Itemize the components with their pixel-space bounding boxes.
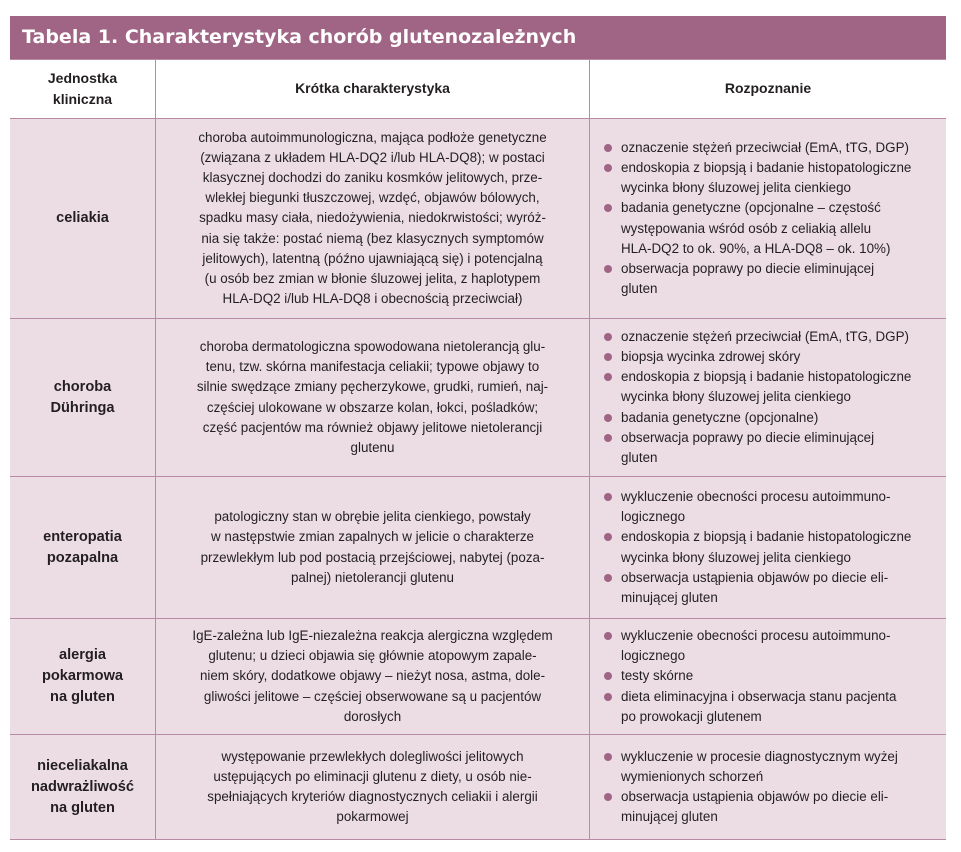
diagnosis-line: dieta eliminacyjna i obserwacja stanu pacjenta [621, 688, 897, 704]
description-line: palnej) nietolerancji glutenu [290, 569, 454, 585]
description-line: dorosłych [343, 708, 402, 724]
row-diagnosis [590, 735, 946, 840]
diagnosis-line: wycinka błony śluzowej jelita cienkiego [621, 389, 851, 405]
description-line: klasycznej dochodzi do zaniku kosmków jelitowych, prze- [202, 169, 543, 185]
unit-line: pokarmowa [41, 668, 124, 684]
diagnosis-item [602, 428, 938, 468]
description-line: nia się także: postać niemą (bez klasycznych symptomów [201, 230, 544, 246]
row-unit [10, 119, 156, 319]
unit-line: Dühringa [50, 399, 115, 416]
table-title: Tabela 1. Charakterystyka chorób glutenozależnych [10, 16, 946, 59]
row-unit [10, 477, 156, 619]
description-line: w następstwie zmian zapalnych w jelicie o charakterze [210, 529, 534, 545]
diagnosis-line: obserwacja ustąpienia objawów po diecie eli- [621, 789, 889, 804]
diagnosis-item [602, 487, 938, 527]
diagnosis-item [602, 259, 938, 299]
diagnosis-line: logicznego [621, 648, 686, 664]
row-description [156, 619, 590, 735]
diagnosis-line: minującej gluten [621, 589, 718, 605]
diagnosis-line: wymienionych schorzeń [621, 768, 764, 784]
diagnosis-line: po prowokacji glutenem [621, 708, 762, 724]
diagnosis-line: występowania wśród osób z celiakią allelu [621, 220, 872, 236]
diagnosis-list [602, 487, 938, 608]
description-line: (u osób bez zmian w błonie śluzowej jelita, z haplotypem [204, 271, 541, 286]
diagnosis-line: wykluczenie obecności procesu autoimmuno- [621, 627, 891, 643]
description-line: pokarmowej [336, 809, 409, 825]
description-line: spełniających kryteriów diagnostycznych celiakii i alergii [207, 789, 538, 804]
header-clinical-unit [10, 59, 156, 119]
diagnosis-line: obserwacja ustąpienia objawów po diecie eli- [621, 569, 889, 585]
description-line: wlekłej biegunki tłuszczowej, wzdęć, objawów bólowych, [205, 190, 540, 206]
unit-line: enteropatia [43, 528, 122, 545]
unit-line: alergia [58, 647, 107, 663]
description-line: tenu, tzw. skórna manifestacja celiakii; typowe objawy to [205, 359, 540, 375]
diagnosis-list [602, 138, 938, 300]
diagnosis-line: endoskopia z biopsją i badanie histopatologiczne [621, 369, 912, 385]
diagnosis-item [602, 568, 938, 608]
unit-line: celiakia [56, 210, 109, 226]
description-line: gliwości jelitowe – częściej obserwowane są u pacjentów [203, 688, 542, 704]
description-line: choroba dermatologiczna spowodowana nietolerancją glu- [199, 338, 546, 354]
row-unit [10, 619, 156, 735]
diagnosis-item [602, 327, 938, 347]
diagnosis-item [602, 787, 938, 827]
description-line: spadku masy ciała, niedożywienia, niedokrwistości; wyróż- [199, 210, 546, 226]
header-unit-line2: kliniczna [52, 90, 113, 107]
diagnosis-list [602, 626, 938, 727]
row-description [156, 735, 590, 840]
description-line: częściej ulokowane w obszarze kolan, łokci, pośladków; [206, 399, 539, 415]
row-diagnosis [590, 319, 946, 477]
table-grid [10, 59, 946, 840]
diagnosis-item [602, 527, 938, 567]
diagnosis-line: HLA-DQ2 to ok. 90%, a HLA-DQ8 – ok. 10%) [621, 240, 891, 256]
diagnosis-line: wycinka błony śluzowej jelita cienkiego [621, 180, 851, 196]
description-line: choroba autoimmunologiczna, mająca podłoże genetyczne [198, 129, 547, 145]
diagnosis-list [602, 747, 938, 828]
diagnosis-line: biopsja wycinka zdrowej skóry [621, 348, 801, 364]
diagnosis-line: testy skórne [621, 668, 694, 684]
description-line: HLA-DQ2 i/lub HLA-DQ8 i obecnością przeciwciał) [222, 291, 523, 307]
description-line: glutenu; u dzieci objawia się głównie atopowym zapale- [208, 648, 537, 664]
row-description [156, 319, 590, 477]
description-line: przewlekłym lub pod postacią przejściowej, nabytej (poza- [200, 549, 545, 565]
row-diagnosis [590, 619, 946, 735]
row-diagnosis [590, 119, 946, 319]
diagnosis-line: gluten [621, 281, 658, 297]
description-line: część pacjentów ma również objawy jelitowe nietolerancji [202, 419, 543, 435]
diagnosis-item [602, 626, 938, 666]
diagnosis-item [602, 347, 938, 367]
diagnosis-line: gluten [621, 450, 658, 465]
description-line: IgE-zależna lub IgE-niezależna reakcja alergiczna względem [192, 627, 553, 643]
diagnosis-item [602, 138, 938, 158]
diagnosis-line: endoskopia z biopsją i badanie histopatologiczne [621, 529, 912, 545]
description-line: patologiczny stan w obrębie jelita cienkiego, powstały [214, 509, 531, 525]
diagnosis-line: wykluczenie obecności procesu autoimmuno- [621, 488, 891, 504]
diagnosis-line: obserwacja poprawy po diecie eliminującej [621, 429, 875, 445]
unit-line: nadwrażliwość [31, 778, 134, 795]
diagnosis-line: wykluczenie w procesie diagnostycznym wyżej [621, 748, 898, 764]
description-line: niem skóry, dodatkowe objawy – nieżyt nosa, astma, dole- [199, 668, 546, 684]
diagnosis-item [602, 687, 938, 727]
diagnosis-item [602, 747, 938, 787]
diagnosis-item [602, 666, 938, 686]
diagnosis-line: oznaczenie stężeń przeciwciał (EmA, tTG, DGP) [621, 139, 909, 155]
unit-line: choroba [53, 378, 112, 395]
unit-line: na gluten [50, 799, 115, 816]
diagnosis-line: badania genetyczne (opcjonalne) [621, 409, 819, 425]
unit-line: pozapalna [46, 549, 119, 566]
diagnosis-item [602, 198, 938, 259]
diagnosis-line: badania genetyczne (opcjonalne – częstość [621, 200, 881, 216]
row-unit [10, 735, 156, 840]
diagnosis-item [602, 158, 938, 198]
description-line: silnie swędzące zmiany pęcherzykowe, grudki, rumień, naj- [196, 379, 549, 395]
diagnosis-line: logicznego [621, 509, 686, 525]
diagnosis-item [602, 367, 938, 407]
row-unit [10, 319, 156, 477]
header-diagnosis: Rozpoznanie [590, 59, 946, 119]
diagnosis-line: wycinka błony śluzowej jelita cienkiego [621, 549, 851, 565]
description-line: występowanie przewlekłych dolegliwości jelitowych [221, 748, 524, 764]
unit-line: nieceliakalna [37, 757, 128, 774]
header-top-rule [10, 59, 946, 60]
description-line: glutenu [350, 439, 395, 455]
description-line: jelitowych), latentną (późno ujawniającą się) i potencjalną [202, 250, 543, 266]
diagnosis-line: oznaczenie stężeń przeciwciał (EmA, tTG, DGP) [621, 328, 909, 344]
row-description [156, 119, 590, 319]
unit-line: na gluten [50, 689, 115, 705]
row-diagnosis [590, 477, 946, 619]
characteristics-table [10, 16, 946, 840]
header-unit-line1: Jednostka [47, 69, 118, 86]
diagnosis-line: minującej gluten [621, 809, 718, 825]
diagnosis-line: obserwacja poprawy po diecie eliminującej [621, 260, 875, 276]
header-description: Krótka charakterystyka [156, 59, 590, 119]
description-line: (związana z układem HLA-DQ2 i/lub HLA-DQ8); w postaci [200, 149, 545, 165]
diagnosis-item [602, 408, 938, 428]
diagnosis-line: endoskopia z biopsją i badanie histopatologiczne [621, 159, 912, 175]
description-line: ustępujących po eliminacji glutenu z diety, u osób nie- [213, 768, 532, 784]
diagnosis-list [602, 327, 938, 468]
row-description [156, 477, 590, 619]
